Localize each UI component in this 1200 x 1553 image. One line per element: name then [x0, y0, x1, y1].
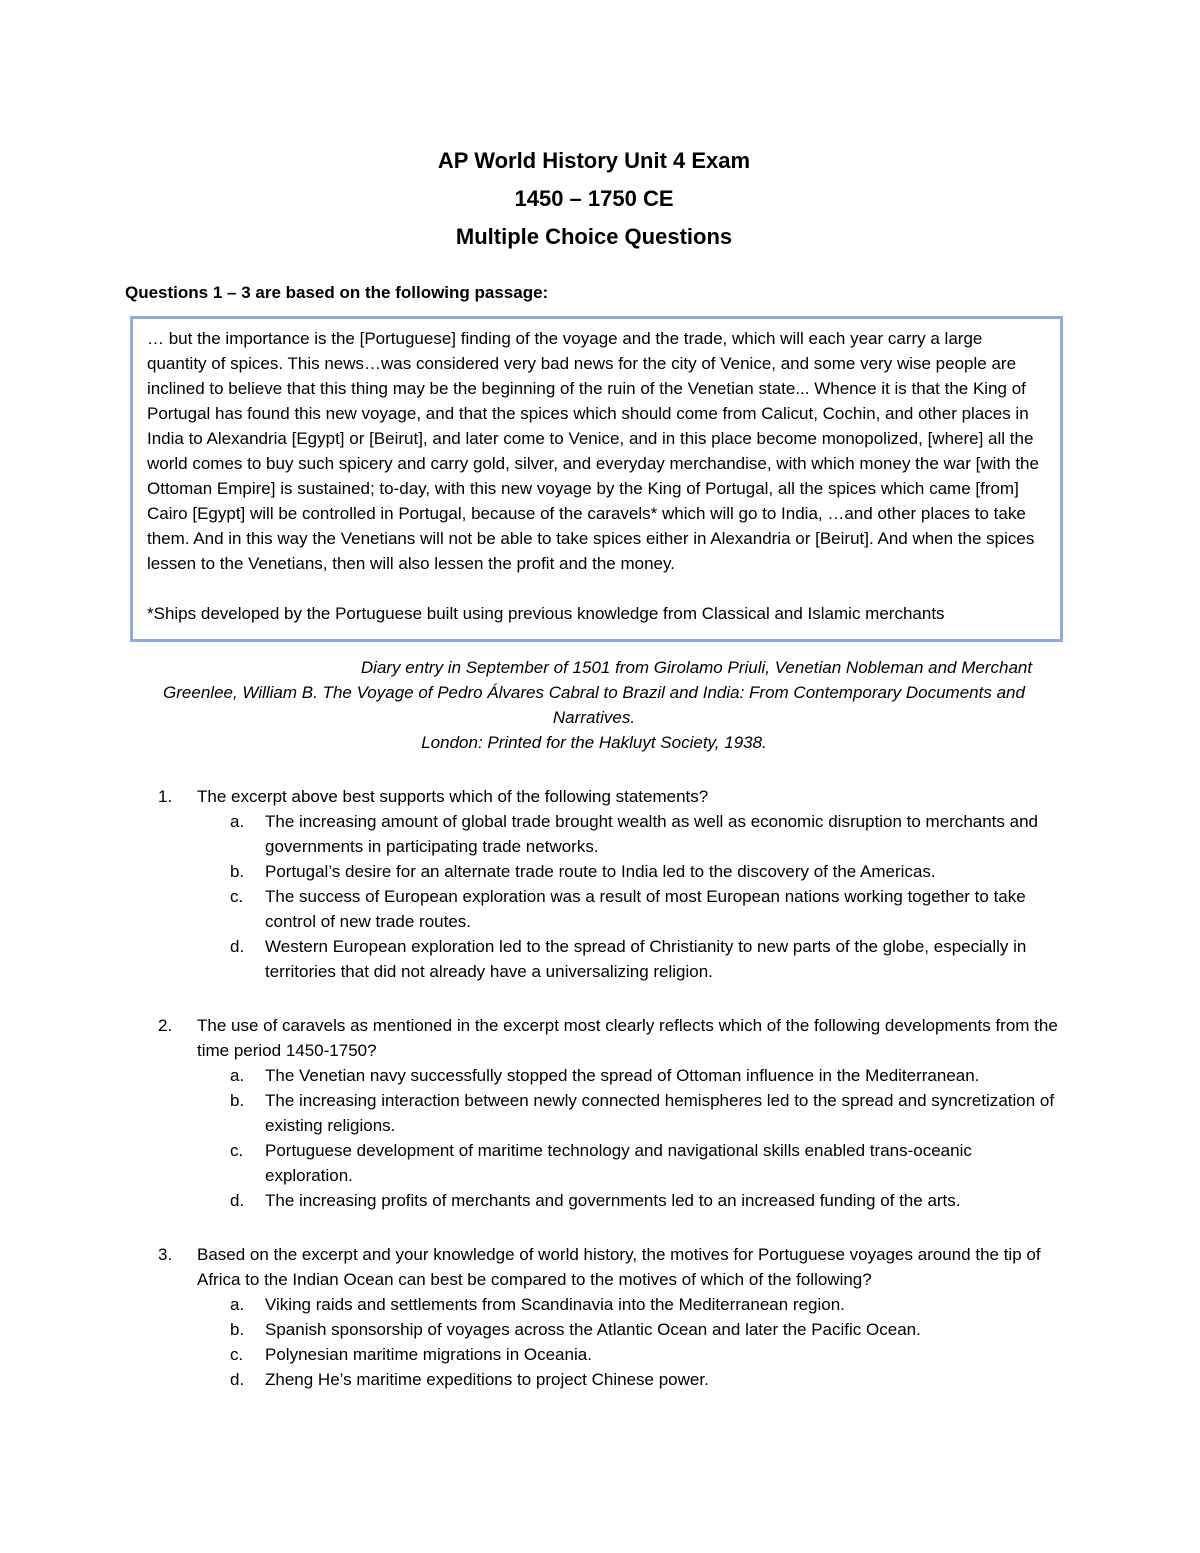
title-block [125, 142, 1063, 256]
question-2-option-d [230, 1188, 1063, 1213]
question-1 [125, 784, 1063, 984]
option-letter: b. [230, 1091, 245, 1110]
question-3-option-c [230, 1342, 1063, 1367]
option-letter: c. [230, 1141, 244, 1160]
option-text: Spanish sponsorship of voyages across the Atlantic Ocean and later the Pacific Ocean. [265, 1320, 921, 1339]
question-1-option-a [230, 809, 1063, 859]
question-number: 2. [158, 1016, 173, 1035]
question-1-option-d [230, 934, 1063, 984]
question-3-option-b [230, 1317, 1063, 1342]
option-letter: b. [230, 1320, 245, 1339]
option-letter: c. [230, 887, 244, 906]
exam-title: AP World History Unit 4 Exam [437, 148, 751, 173]
option-text: The increasing profits of merchants and governments led to an increased funding of the arts. [265, 1191, 961, 1210]
option-text: Zheng He’s maritime expeditions to project Chinese power. [265, 1370, 709, 1389]
option-text: Western European exploration led to the spread of Christianity to new parts of the globe, especially in territories that did not already have a universalizing religion. [265, 937, 1027, 981]
passage-box [130, 316, 1063, 642]
option-text: The Venetian navy successfully stopped the spread of Ottoman influence in the Mediterranean. [265, 1066, 980, 1085]
question-1-option-b [230, 859, 1063, 884]
option-letter: d. [230, 1191, 245, 1210]
exam-subtitle: Multiple Choice Questions [455, 224, 733, 249]
question-3-option-d [230, 1367, 1063, 1392]
section-heading: Questions 1 – 3 are based on the following passage: [125, 283, 549, 302]
option-text: The increasing interaction between newly connected hemispheres led to the spread and syncretization of existing religions. [265, 1091, 1055, 1135]
attribution [125, 655, 1063, 755]
option-letter: c. [230, 1345, 244, 1364]
option-letter: a. [230, 812, 245, 831]
question-2-option-b [230, 1088, 1063, 1138]
option-text: Viking raids and settlements from Scandinavia into the Mediterranean region. [265, 1295, 845, 1314]
passage-text: … but the importance is the [Portuguese] finding of the voyage and the trade, which will each year carry a large quantity of spices. This news…was considered very bad news for the city of Venice, and some very wise people are inclined to believe that this thing may be the beginning of the ruin of the Venetian state... Whence it is that the King of Portugal has found this new voyage, and that the spices which should come from Calicut, Cochin, and other places in India to Alexandria [Egypt] or [Beirut], and later come to Venice, and in this place become monopolized, [where] all the world comes to buy such spicery and carry gold, silver, and everyday merchandise, with which money the war [with the Ottoman Empire] is sustained; to-day, with this new voyage by the King of Portugal, all the spices which came [from] Cairo [Egypt] will be controlled in Portugal, because of the caravels* which will go to India, …and other places to take them. And in this way the Venetians will not be able to take spices either in Alexandria or [Beirut]. And when the spices lessen to the Venetians, then will also lessen the profit and the money. [147, 329, 1039, 573]
attribution-line-2: Greenlee, William B. The Voyage of Pedro Álvares Cabral to Brazil and India: From Contemporary Documents and Narratives. [163, 683, 1025, 727]
question-number: 1. [158, 787, 173, 806]
question-text: The excerpt above best supports which of the following statements? [197, 787, 709, 806]
question-1-option-c [230, 884, 1063, 934]
option-letter: b. [230, 862, 245, 881]
question-2-option-a [230, 1063, 1063, 1088]
passage-footnote: *Ships developed by the Portuguese built using previous knowledge from Classical and Islamic merchants [147, 604, 945, 623]
question-number: 3. [158, 1245, 173, 1264]
question-3 [125, 1242, 1063, 1392]
question-2 [125, 1013, 1063, 1213]
option-text: Portuguese development of maritime technology and navigational skills enabled trans-oceanic exploration. [265, 1141, 972, 1185]
question-text: The use of caravels as mentioned in the excerpt most clearly reflects which of the following developments from the time period 1450-1750? [197, 1016, 1058, 1060]
question-text: Based on the excerpt and your knowledge of world history, the motives for Portuguese voyages around the tip of Africa to the Indian Ocean can best be compared to the motives of which of the following? [197, 1245, 1041, 1289]
attribution-line-3: London: Printed for the Hakluyt Society, 1938. [421, 733, 767, 752]
option-letter: d. [230, 937, 245, 956]
attribution-line-1: Diary entry in September of 1501 from Girolamo Priuli, Venetian Nobleman and Merchant [360, 658, 1033, 677]
option-letter: d. [230, 1370, 245, 1389]
option-text: The increasing amount of global trade brought wealth as well as economic disruption to merchants and governments in participating trade networks. [265, 812, 1038, 856]
question-3-option-a [230, 1292, 1063, 1317]
exam-date-range: 1450 – 1750 CE [514, 186, 674, 211]
option-text: Polynesian maritime migrations in Oceania. [265, 1345, 592, 1364]
option-letter: a. [230, 1295, 245, 1314]
question-2-option-c [230, 1138, 1063, 1188]
option-text: The success of European exploration was a result of most European nations working together to take control of new trade routes. [265, 887, 1026, 931]
option-text: Portugal’s desire for an alternate trade route to India led to the discovery of the Americas. [265, 862, 936, 881]
option-letter: a. [230, 1066, 245, 1085]
